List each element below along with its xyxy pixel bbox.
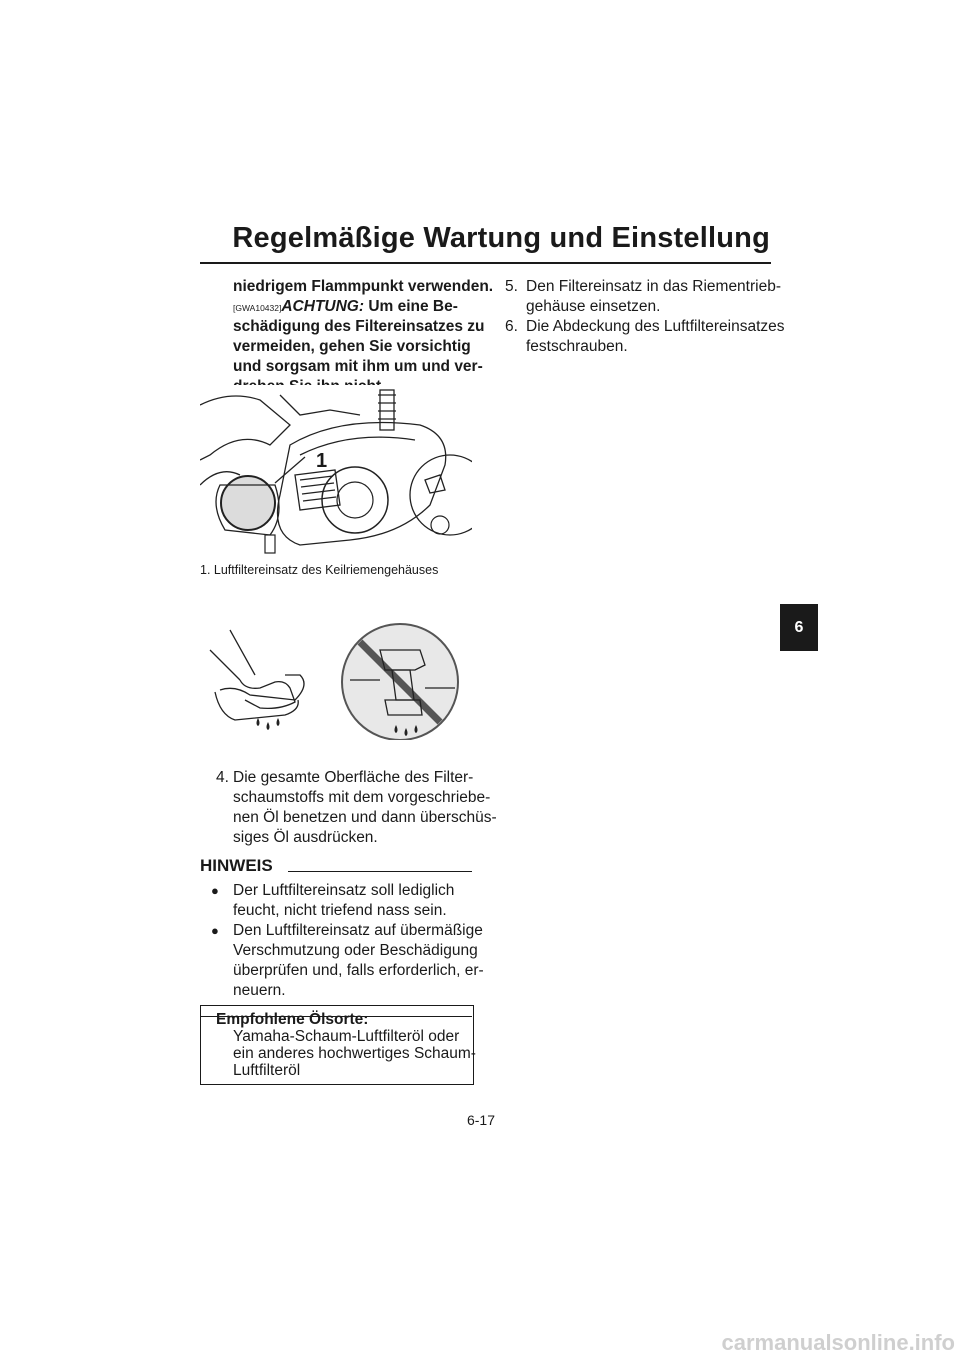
step4-line-4: siges Öl ausdrücken.	[233, 829, 378, 846]
hinweis-title: HINWEIS	[200, 856, 273, 875]
step5-number: 5.	[505, 278, 518, 295]
figure1-callout: 1	[316, 450, 328, 472]
warning-line-2	[233, 297, 458, 318]
step5-line-2: gehäuse einsetzen.	[526, 298, 661, 315]
warning-line-3: schädigung des Filtereinsatzes zu	[233, 318, 485, 335]
oil-box-line-1: Yamaha-Schaum-Luftfilteröl oder	[233, 1028, 460, 1045]
oil-box-title: Empfohlene Ölsorte:	[216, 1011, 369, 1028]
step4-line-3: nen Öl benetzen und dann überschüs-	[233, 809, 497, 826]
hinweis-bullet-1-line-1: ● Der Luftfiltereinsatz soll lediglich	[233, 881, 454, 901]
warning-code-1: [GWA10432]	[233, 303, 282, 313]
warning-line-1: niedrigem Flammpunkt verwenden.	[233, 278, 494, 295]
hinweis-bullet-1-line-2: feucht, nicht triefend nass sein.	[233, 902, 447, 919]
warning-line-4: vermeiden, gehen Sie vorsichtig	[233, 338, 471, 355]
belt-case-illustration	[200, 385, 472, 557]
step6-number: 6.	[505, 318, 518, 335]
warning-line-5: und sorgsam mit ihm um und ver-	[233, 358, 483, 375]
hinweis-bullet-2-line-4: neuern.	[233, 982, 286, 999]
figure1-caption: 1. Luftfiltereinsatz des Keilriemengehäuses	[200, 563, 439, 577]
hinweis-bullet-2-line-3: überprüfen und, falls erforderlich, er-	[233, 962, 484, 979]
hinweis-bullet-2-line-1: ● Den Luftfiltereinsatz auf übermäßige	[233, 921, 483, 941]
step6-line-2: festschrauben.	[526, 338, 628, 355]
squeeze-filter-illustration	[200, 620, 472, 740]
page-title: Regelmäßige Wartung und Einstellung	[232, 222, 770, 254]
page-number: 6-17	[466, 1112, 496, 1128]
warning-text-2: Um eine Be-	[368, 298, 458, 315]
oil-box-line-2: ein anderes hochwertiges Schaum-	[233, 1045, 476, 1062]
hinweis-bullet-2-line-2: Verschmutzung oder Beschädigung	[233, 942, 478, 959]
step5-line-1: Den Filtereinsatz in das Riementrieb-	[526, 278, 781, 295]
chapter-tab[interactable]: 6	[780, 604, 818, 651]
hinweis-top-rule	[288, 871, 472, 872]
step4-line-1: Die gesamte Oberfläche des Filter-	[233, 769, 474, 786]
oil-box-line-3: Luftfilteröl	[233, 1062, 301, 1079]
step4-line-2: schaumstoffs mit dem vorgeschriebe-	[233, 789, 491, 806]
step6-line-1: Die Abdeckung des Luftfiltereinsatzes	[526, 318, 785, 335]
title-underline	[200, 262, 771, 264]
watermark: carmanualsonline.info	[721, 1330, 955, 1355]
achtung-label: ACHTUNG:	[281, 298, 365, 315]
step4-number: 4.	[216, 769, 229, 786]
